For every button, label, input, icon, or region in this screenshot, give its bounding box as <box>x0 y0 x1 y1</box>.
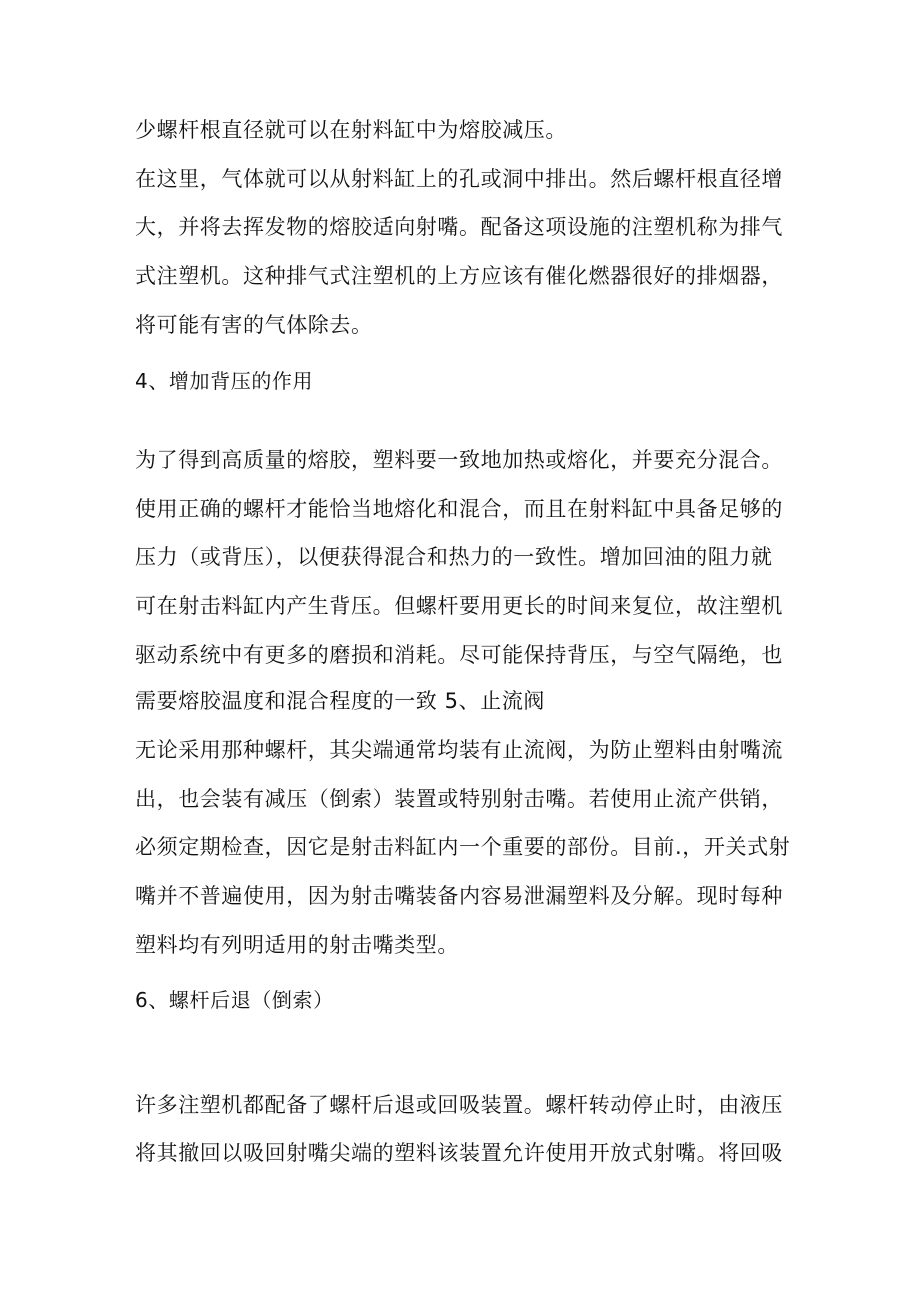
section-heading-4: 4、增加背压的作用 <box>135 369 314 393</box>
text-line: 压力（或背压），以便获得混合和热力的一致性。增加回油的阻力就 <box>135 545 773 569</box>
text-line: 使用正确的螺杆才能恰当地熔化和混合，而且在射料缸中具备足够的 <box>135 497 783 521</box>
text-line: 出，也会装有减压（倒索）装置或特别射击嘴。若使用止流产供销， <box>135 787 783 811</box>
text-line: 嘴并不普遍使用，因为射击嘴装备内容易泄漏塑料及分解。现时每种 <box>135 884 783 908</box>
text-line: 将可能有害的气体除去。 <box>135 313 373 337</box>
text-line: 塑料均有列明适用的射击嘴类型。 <box>135 933 459 957</box>
text-line: 许多注塑机都配备了螺杆后退或回吸装置。螺杆转动停止时，由液压 <box>135 1093 783 1117</box>
section-heading-6: 6、螺杆后退（倒索） <box>135 988 334 1012</box>
text-line: 为了得到高质量的熔胶，塑料要一致地加热或熔化，并要充分混合。 <box>135 448 783 472</box>
text-line: 无论采用那种螺杆，其尖端通常均装有止流阀，为防止塑料由射嘴流 <box>135 738 783 762</box>
text-line: 需要熔胶温度和混合程度的一致 5、止流阀 <box>135 689 546 713</box>
text-line: 将其撤回以吸回射嘴尖端的塑料该装置允许使用开放式射嘴。将回吸 <box>135 1141 783 1165</box>
text-line: 少螺杆根直径就可以在射料缸中为熔胶减压。 <box>135 118 567 142</box>
text-line: 驱动系统中有更多的磨损和消耗。尽可能保持背压，与空气隔绝，也 <box>135 643 783 667</box>
text-line: 式注塑机。这种排气式注塑机的上方应该有催化燃器很好的排烟器， <box>135 264 783 288</box>
text-line: 必须定期检查，因它是射击料缸内一个重要的部份。目前.，开关式射 <box>135 835 791 859</box>
text-line: 可在射击料缸内产生背压。但螺杆要用更长的时间来复位，故注塑机 <box>135 594 783 618</box>
text-line: 大，并将去挥发物的熔胶适向射嘴。配备这项设施的注塑机称为排气 <box>135 215 783 239</box>
text-line: 在这里，气体就可以从射料缸上的孔或洞中排出。然后螺杆根直径增 <box>135 167 783 191</box>
